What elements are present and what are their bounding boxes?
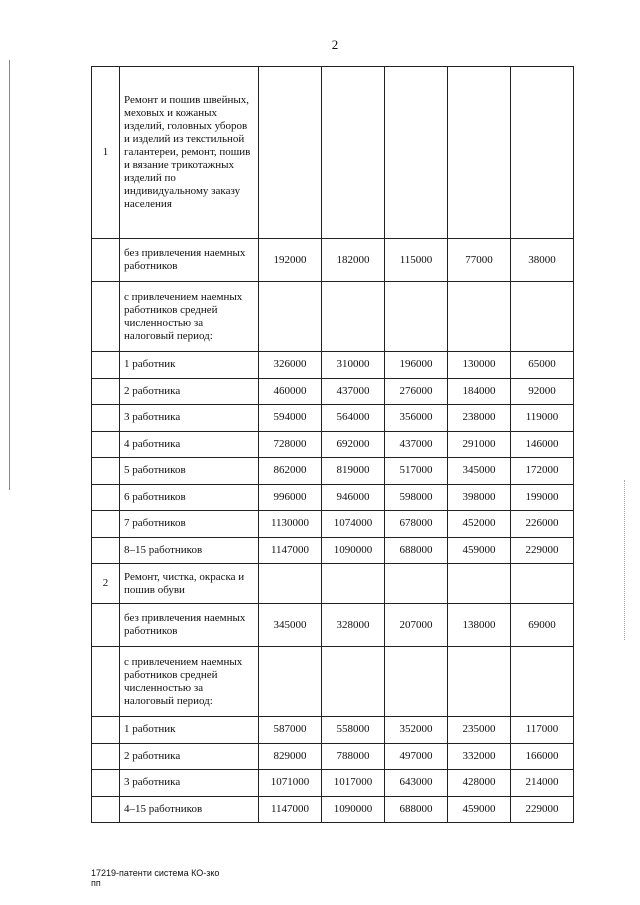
table-row <box>92 378 574 405</box>
value-cell: 564000 <box>322 405 385 432</box>
empty-value-cell <box>322 67 385 239</box>
value-cell: 356000 <box>385 405 448 432</box>
row-label: 2 работника <box>120 378 259 405</box>
table-row <box>92 511 574 538</box>
value-cell: 235000 <box>448 717 511 744</box>
row-number-empty <box>92 431 120 458</box>
row-label: 4 работника <box>120 431 259 458</box>
table-row <box>92 796 574 823</box>
value-cell: 459000 <box>448 537 511 564</box>
empty-value-cell <box>322 282 385 352</box>
row-number-empty <box>92 458 120 485</box>
value-cell: 459000 <box>448 796 511 823</box>
empty-value-cell <box>448 647 511 717</box>
row-number-empty <box>92 604 120 647</box>
value-cell: 226000 <box>511 511 574 538</box>
value-cell: 1074000 <box>322 511 385 538</box>
row-label: 3 работника <box>120 770 259 797</box>
empty-value-cell <box>448 564 511 604</box>
value-cell: 678000 <box>385 511 448 538</box>
empty-value-cell <box>448 282 511 352</box>
value-cell: 92000 <box>511 378 574 405</box>
row-label: 8–15 работников <box>120 537 259 564</box>
value-cell: 517000 <box>385 458 448 485</box>
value-cell: 138000 <box>448 604 511 647</box>
row-number-empty <box>92 511 120 538</box>
footer-initials: пп <box>91 878 101 888</box>
row-number-empty <box>92 796 120 823</box>
tariff-table <box>91 66 574 823</box>
row-number-empty <box>92 647 120 717</box>
value-cell: 345000 <box>448 458 511 485</box>
row-number-empty <box>92 405 120 432</box>
row-number-empty <box>92 717 120 744</box>
empty-value-cell <box>259 564 322 604</box>
value-cell: 558000 <box>322 717 385 744</box>
tariff-table-body <box>92 67 574 823</box>
value-cell: 1147000 <box>259 537 322 564</box>
row-label: 1 работник <box>120 717 259 744</box>
group-title-row <box>92 564 574 604</box>
value-cell: 1147000 <box>259 796 322 823</box>
value-cell: 1090000 <box>322 796 385 823</box>
empty-value-cell <box>511 564 574 604</box>
row-label: без привлечения наемных работников <box>120 239 259 282</box>
value-cell: 229000 <box>511 537 574 564</box>
scan-margin-dots <box>624 480 627 640</box>
row-number-empty <box>92 282 120 352</box>
row-number-empty <box>92 352 120 379</box>
value-cell: 166000 <box>511 743 574 770</box>
value-cell: 819000 <box>322 458 385 485</box>
row-number-empty <box>92 239 120 282</box>
value-cell: 196000 <box>385 352 448 379</box>
value-cell: 192000 <box>259 239 322 282</box>
row-label: 2 работника <box>120 743 259 770</box>
value-cell: 829000 <box>259 743 322 770</box>
empty-value-cell <box>259 282 322 352</box>
value-cell: 182000 <box>322 239 385 282</box>
value-cell: 497000 <box>385 743 448 770</box>
value-cell: 728000 <box>259 431 322 458</box>
value-cell: 65000 <box>511 352 574 379</box>
value-cell: 332000 <box>448 743 511 770</box>
value-cell: 199000 <box>511 484 574 511</box>
row-label: 7 работников <box>120 511 259 538</box>
table-row <box>92 743 574 770</box>
value-cell: 119000 <box>511 405 574 432</box>
value-cell: 130000 <box>448 352 511 379</box>
value-cell: 115000 <box>385 239 448 282</box>
value-cell: 229000 <box>511 796 574 823</box>
row-number-empty <box>92 537 120 564</box>
value-cell: 398000 <box>448 484 511 511</box>
value-cell: 688000 <box>385 537 448 564</box>
value-cell: 428000 <box>448 770 511 797</box>
row-label: 6 работников <box>120 484 259 511</box>
table-row <box>92 484 574 511</box>
value-cell: 996000 <box>259 484 322 511</box>
row-label: 4–15 работников <box>120 796 259 823</box>
empty-value-cell <box>259 67 322 239</box>
row-number-empty <box>92 743 120 770</box>
value-cell: 345000 <box>259 604 322 647</box>
footer <box>91 868 219 888</box>
value-cell: 598000 <box>385 484 448 511</box>
value-cell: 1090000 <box>322 537 385 564</box>
value-cell: 688000 <box>385 796 448 823</box>
value-cell: 207000 <box>385 604 448 647</box>
value-cell: 594000 <box>259 405 322 432</box>
empty-value-cell <box>511 67 574 239</box>
value-cell: 291000 <box>448 431 511 458</box>
row-number-empty <box>92 484 120 511</box>
scan-margin-line <box>9 60 10 490</box>
value-cell: 1017000 <box>322 770 385 797</box>
table-row <box>92 405 574 432</box>
table-row <box>92 717 574 744</box>
value-cell: 172000 <box>511 458 574 485</box>
page-number: 2 <box>331 37 339 52</box>
row-label: 1 работник <box>120 352 259 379</box>
empty-value-cell <box>511 647 574 717</box>
row-label: без привлечения наемных работников <box>120 604 259 647</box>
with-employees-header-row <box>92 282 574 352</box>
empty-value-cell <box>385 647 448 717</box>
without-employees-row <box>92 239 574 282</box>
empty-value-cell <box>322 647 385 717</box>
row-label: с привлечением наемных работников средней численностью за налоговый период: <box>120 282 259 352</box>
without-employees-row <box>92 604 574 647</box>
empty-value-cell <box>322 564 385 604</box>
group-title: Ремонт и пошив швейных, меховых и кожаных изделий, головных уборов и изделий из текстильной галантереи, ремонт, пошив и вязание трикотажных изделий по индивидуальному заказу населения <box>120 67 259 239</box>
value-cell: 437000 <box>385 431 448 458</box>
value-cell: 587000 <box>259 717 322 744</box>
group-title-row <box>92 67 574 239</box>
value-cell: 38000 <box>511 239 574 282</box>
value-cell: 214000 <box>511 770 574 797</box>
value-cell: 643000 <box>385 770 448 797</box>
value-cell: 276000 <box>385 378 448 405</box>
table-row <box>92 458 574 485</box>
empty-value-cell <box>385 67 448 239</box>
value-cell: 184000 <box>448 378 511 405</box>
value-cell: 862000 <box>259 458 322 485</box>
empty-value-cell <box>448 67 511 239</box>
value-cell: 146000 <box>511 431 574 458</box>
table-row <box>92 352 574 379</box>
value-cell: 1130000 <box>259 511 322 538</box>
row-label: с привлечением наемных работников средней численностью за налоговый период: <box>120 647 259 717</box>
value-cell: 117000 <box>511 717 574 744</box>
value-cell: 1071000 <box>259 770 322 797</box>
row-number-empty <box>92 378 120 405</box>
table-row <box>92 770 574 797</box>
value-cell: 310000 <box>322 352 385 379</box>
value-cell: 328000 <box>322 604 385 647</box>
value-cell: 238000 <box>448 405 511 432</box>
empty-value-cell <box>385 564 448 604</box>
table-row <box>92 537 574 564</box>
row-label: 5 работников <box>120 458 259 485</box>
empty-value-cell <box>259 647 322 717</box>
row-number-empty <box>92 770 120 797</box>
value-cell: 692000 <box>322 431 385 458</box>
table-row <box>92 431 574 458</box>
value-cell: 326000 <box>259 352 322 379</box>
value-cell: 452000 <box>448 511 511 538</box>
group-title: Ремонт, чистка, окраска и пошив обуви <box>120 564 259 604</box>
group-number: 2 <box>92 564 120 604</box>
value-cell: 437000 <box>322 378 385 405</box>
value-cell: 77000 <box>448 239 511 282</box>
value-cell: 788000 <box>322 743 385 770</box>
value-cell: 946000 <box>322 484 385 511</box>
group-number: 1 <box>92 67 120 239</box>
row-label: 3 работника <box>120 405 259 432</box>
value-cell: 352000 <box>385 717 448 744</box>
with-employees-header-row <box>92 647 574 717</box>
value-cell: 460000 <box>259 378 322 405</box>
footer-filename: 17219-патенти система КО-зко <box>91 868 220 878</box>
empty-value-cell <box>511 282 574 352</box>
empty-value-cell <box>385 282 448 352</box>
value-cell: 69000 <box>511 604 574 647</box>
